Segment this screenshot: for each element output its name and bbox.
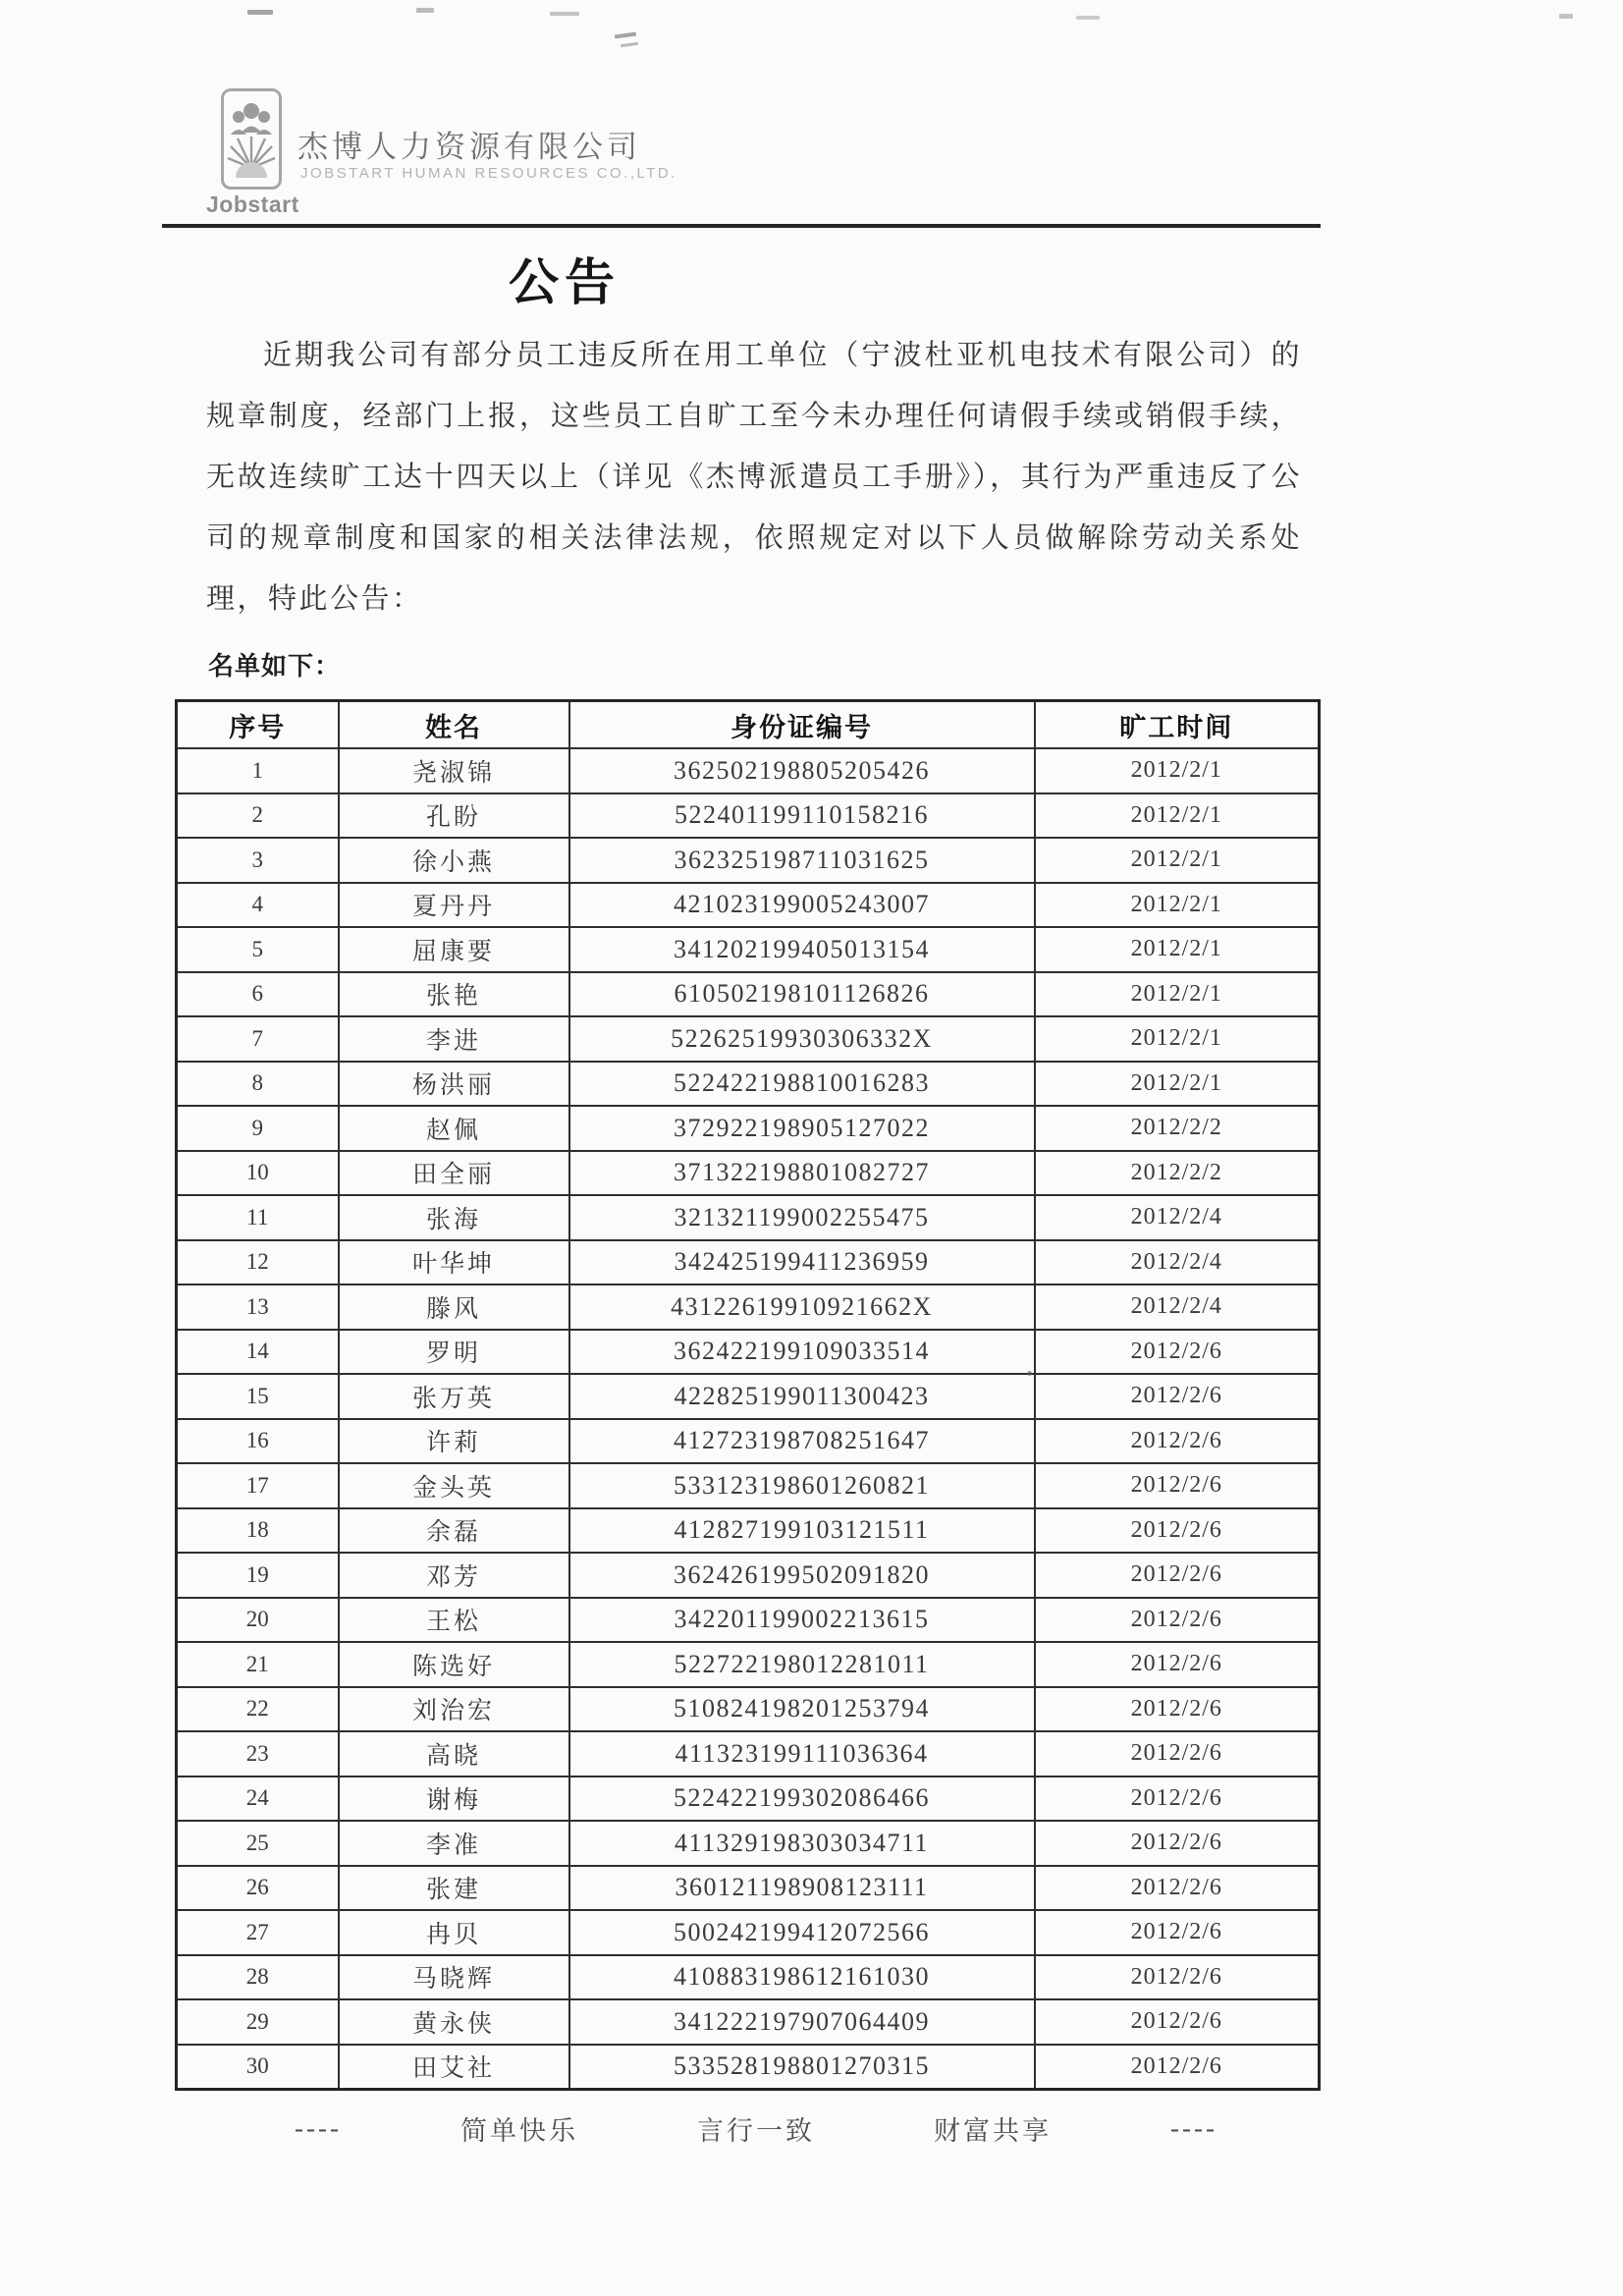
roster-row — [177, 1598, 1320, 1643]
cell-absence-date: 2012/2/4 — [1035, 1195, 1320, 1240]
cell-id-number: 411329198303034711 — [569, 1821, 1035, 1866]
cell-absence-date: 2012/2/6 — [1035, 1508, 1320, 1554]
cell-index: 5 — [177, 927, 339, 972]
cell-index: 27 — [177, 1910, 339, 1955]
cell-absence-date: 2012/2/6 — [1035, 1598, 1320, 1643]
cell-absence-date: 2012/2/2 — [1035, 1106, 1320, 1151]
roster-row — [177, 972, 1320, 1017]
roster-row — [177, 1777, 1320, 1822]
cell-index: 10 — [177, 1151, 339, 1196]
cell-id-number: 341222197907064409 — [569, 1999, 1035, 2045]
roster-table-head — [177, 701, 1320, 749]
roster-column-header: 序号 — [177, 701, 339, 749]
cell-absence-date: 2012/2/6 — [1035, 1731, 1320, 1777]
roster-column-header: 旷工时间 — [1035, 701, 1320, 749]
scan-artifact — [615, 31, 636, 38]
cell-index: 9 — [177, 1106, 339, 1151]
cell-id-number: 342201199002213615 — [569, 1598, 1035, 1643]
cell-index: 7 — [177, 1016, 339, 1062]
cell-employee-name: 张建 — [339, 1866, 569, 1911]
roster-row — [177, 1106, 1320, 1151]
footer-slogan-item: 简单快乐 — [460, 2116, 578, 2146]
cell-employee-name: 谢梅 — [339, 1777, 569, 1822]
roster-row — [177, 1330, 1320, 1375]
roster-row — [177, 1731, 1320, 1777]
roster-row — [177, 1508, 1320, 1554]
cell-index: 26 — [177, 1866, 339, 1911]
roster-row — [177, 838, 1320, 883]
cell-id-number: 342425199411236959 — [569, 1240, 1035, 1285]
cell-id-number: 362426199502091820 — [569, 1553, 1035, 1598]
cell-employee-name: 杨洪丽 — [339, 1062, 569, 1107]
cell-absence-date: 2012/2/1 — [1035, 748, 1320, 793]
cell-absence-date: 2012/2/6 — [1035, 1821, 1320, 1866]
roster-row — [177, 1910, 1320, 1955]
cell-index: 18 — [177, 1508, 339, 1554]
cell-employee-name: 田艾社 — [339, 2045, 569, 2090]
roster-row — [177, 1553, 1320, 1598]
cell-id-number: 412827199103121511 — [569, 1508, 1035, 1554]
cell-index: 2 — [177, 793, 339, 839]
roster-column-header: 姓名 — [339, 701, 569, 749]
cell-index: 14 — [177, 1330, 339, 1375]
company-logo — [221, 88, 282, 190]
roster-row — [177, 1062, 1320, 1107]
cell-id-number: 362502198805205426 — [569, 748, 1035, 793]
cell-index: 19 — [177, 1553, 339, 1598]
cell-absence-date: 2012/2/6 — [1035, 1910, 1320, 1955]
cell-employee-name: 滕风 — [339, 1285, 569, 1330]
cell-absence-date: 2012/2/6 — [1035, 1553, 1320, 1598]
roster-row — [177, 1866, 1320, 1911]
announcement-body-text: 近期我公司有部分员工违反所在用工单位（宁波杜亚机电技术有限公司）的规章制度，经部门上报，这些员工自旷工至今未办理任何请假手续或销假手续，无故连续旷工达十四天以上（详见《杰博派遣员工手册》），其行为严重违反了公司的规章制度和国家的相关法律法规，依照规定对以下人员做解除劳动关系处理，特此公告： — [206, 340, 1302, 615]
footer-slogan-item: 言行一致 — [697, 2116, 815, 2146]
cell-employee-name: 赵佩 — [339, 1106, 569, 1151]
cell-id-number: 52262519930306332X — [569, 1016, 1035, 1062]
cell-absence-date: 2012/2/1 — [1035, 883, 1320, 928]
cell-id-number: 412723198708251647 — [569, 1419, 1035, 1464]
cell-id-number: 43122619910921662X — [569, 1285, 1035, 1330]
scan-artifact — [550, 12, 579, 16]
letterhead-divider — [162, 224, 1321, 228]
cell-id-number: 533123198601260821 — [569, 1463, 1035, 1508]
cell-absence-date: 2012/2/1 — [1035, 793, 1320, 839]
roster-row — [177, 793, 1320, 839]
cell-id-number: 500242199412072566 — [569, 1910, 1035, 1955]
cell-index: 6 — [177, 972, 339, 1017]
cell-employee-name: 张艳 — [339, 972, 569, 1017]
cell-index: 15 — [177, 1374, 339, 1419]
cell-employee-name: 李准 — [339, 1821, 569, 1866]
cell-employee-name: 陈选好 — [339, 1642, 569, 1687]
cell-employee-name: 余磊 — [339, 1508, 569, 1554]
cell-employee-name: 邓芳 — [339, 1553, 569, 1598]
logo-wordmark: Jobstart — [206, 191, 299, 217]
cell-id-number: 510824198201253794 — [569, 1687, 1035, 1732]
roster-header-row — [177, 701, 1320, 749]
cell-id-number: 371322198801082727 — [569, 1151, 1035, 1196]
cell-index: 11 — [177, 1195, 339, 1240]
cell-id-number: 411323199111036364 — [569, 1731, 1035, 1777]
footer-slogans — [295, 2109, 1217, 2148]
roster-row — [177, 1999, 1320, 2045]
cell-absence-date: 2012/2/6 — [1035, 1866, 1320, 1911]
roster-table — [175, 699, 1321, 2091]
cell-index: 20 — [177, 1598, 339, 1643]
roster-row — [177, 1463, 1320, 1508]
cell-index: 4 — [177, 883, 339, 928]
cell-absence-date: 2012/2/6 — [1035, 1463, 1320, 1508]
cell-index: 22 — [177, 1687, 339, 1732]
cell-id-number: 410883198612161030 — [569, 1955, 1035, 2000]
cell-index: 24 — [177, 1777, 339, 1822]
company-name-zh: 杰博人力资源有限公司 — [298, 130, 641, 164]
cell-index: 28 — [177, 1955, 339, 2000]
cell-employee-name: 叶华坤 — [339, 1240, 569, 1285]
roster-row — [177, 1821, 1320, 1866]
cell-absence-date: 2012/2/6 — [1035, 1955, 1320, 2000]
cell-absence-date: 2012/2/6 — [1035, 1419, 1320, 1464]
cell-absence-date: 2012/2/6 — [1035, 1777, 1320, 1822]
cell-id-number: 522422199302086466 — [569, 1777, 1035, 1822]
cell-absence-date: 2012/2/4 — [1035, 1240, 1320, 1285]
scan-artifact — [1027, 1371, 1032, 1376]
cell-id-number: 360121198908123111 — [569, 1866, 1035, 1911]
cell-employee-name: 罗明 — [339, 1330, 569, 1375]
cell-index: 8 — [177, 1062, 339, 1107]
cell-index: 23 — [177, 1731, 339, 1777]
roster-list-label: 名单如下： — [208, 651, 342, 681]
cell-id-number: 321321199002255475 — [569, 1195, 1035, 1240]
footer-slogan-item: ---- — [295, 2113, 342, 2143]
cell-index: 17 — [177, 1463, 339, 1508]
roster-row — [177, 1955, 1320, 2000]
cell-employee-name: 金头英 — [339, 1463, 569, 1508]
cell-id-number: 522422198810016283 — [569, 1062, 1035, 1107]
roster-row — [177, 883, 1320, 928]
cell-index: 21 — [177, 1642, 339, 1687]
cell-absence-date: 2012/2/1 — [1035, 1062, 1320, 1107]
cell-absence-date: 2012/2/6 — [1035, 2045, 1320, 2090]
scan-artifact — [1559, 14, 1573, 19]
cell-absence-date: 2012/2/1 — [1035, 1016, 1320, 1062]
roster-row — [177, 1419, 1320, 1464]
cell-employee-name: 冉贝 — [339, 1910, 569, 1955]
scan-artifact — [416, 8, 434, 13]
cell-index: 12 — [177, 1240, 339, 1285]
company-name-en: JOBSTART HUMAN RESOURCES CO.,LTD. — [300, 165, 677, 182]
roster-row — [177, 1016, 1320, 1062]
cell-id-number: 522722198012281011 — [569, 1642, 1035, 1687]
cell-id-number: 533528198801270315 — [569, 2045, 1035, 2090]
cell-employee-name: 张万英 — [339, 1374, 569, 1419]
cell-id-number: 422825199011300423 — [569, 1374, 1035, 1419]
jobstart-people-sunburst-icon — [226, 91, 277, 187]
cell-absence-date: 2012/2/6 — [1035, 1330, 1320, 1375]
cell-id-number: 421023199005243007 — [569, 883, 1035, 928]
cell-employee-name: 高晓 — [339, 1731, 569, 1777]
cell-employee-name: 尧淑锦 — [339, 748, 569, 793]
cell-employee-name: 孔盼 — [339, 793, 569, 839]
cell-employee-name: 屈康要 — [339, 927, 569, 972]
roster-row — [177, 1642, 1320, 1687]
cell-employee-name: 李进 — [339, 1016, 569, 1062]
roster-row — [177, 1374, 1320, 1419]
cell-absence-date: 2012/2/1 — [1035, 838, 1320, 883]
footer-slogan-item: 财富共享 — [934, 2116, 1053, 2146]
cell-employee-name: 刘治宏 — [339, 1687, 569, 1732]
cell-absence-date: 2012/2/6 — [1035, 1642, 1320, 1687]
cell-id-number: 362325198711031625 — [569, 838, 1035, 883]
roster-row — [177, 1687, 1320, 1732]
roster-row — [177, 1285, 1320, 1330]
cell-index: 16 — [177, 1419, 339, 1464]
cell-index: 1 — [177, 748, 339, 793]
cell-absence-date: 2012/2/6 — [1035, 1999, 1320, 2045]
cell-absence-date: 2012/2/6 — [1035, 1687, 1320, 1732]
cell-employee-name: 马晓辉 — [339, 1955, 569, 2000]
cell-id-number: 372922198905127022 — [569, 1106, 1035, 1151]
cell-index: 29 — [177, 1999, 339, 2045]
cell-id-number: 522401199110158216 — [569, 793, 1035, 839]
footer-slogan-item: ---- — [1170, 2113, 1217, 2143]
cell-index: 25 — [177, 1821, 339, 1866]
scan-artifact — [247, 10, 273, 15]
cell-id-number: 341202199405013154 — [569, 927, 1035, 972]
cell-id-number: 610502198101126826 — [569, 972, 1035, 1017]
cell-index: 30 — [177, 2045, 339, 2090]
roster-row — [177, 1240, 1320, 1285]
cell-id-number: 362422199109033514 — [569, 1330, 1035, 1375]
cell-absence-date: 2012/2/1 — [1035, 972, 1320, 1017]
roster-row — [177, 927, 1320, 972]
cell-employee-name: 黄永侠 — [339, 1999, 569, 2045]
roster-row — [177, 1151, 1320, 1196]
roster-row — [177, 748, 1320, 793]
roster-table-body — [177, 748, 1320, 2090]
cell-employee-name: 田全丽 — [339, 1151, 569, 1196]
cell-index: 3 — [177, 838, 339, 883]
cell-absence-date: 2012/2/4 — [1035, 1285, 1320, 1330]
cell-index: 13 — [177, 1285, 339, 1330]
cell-employee-name: 王松 — [339, 1598, 569, 1643]
cell-employee-name: 夏丹丹 — [339, 883, 569, 928]
cell-absence-date: 2012/2/2 — [1035, 1151, 1320, 1196]
cell-absence-date: 2012/2/6 — [1035, 1374, 1320, 1419]
roster-row — [177, 1195, 1320, 1240]
scan-artifact — [621, 42, 638, 47]
cell-employee-name: 张海 — [339, 1195, 569, 1240]
roster-row — [177, 2045, 1320, 2090]
document-title: 公告 — [509, 256, 622, 311]
cell-employee-name: 徐小燕 — [339, 838, 569, 883]
roster-column-header: 身份证编号 — [569, 701, 1035, 749]
cell-employee-name: 许莉 — [339, 1419, 569, 1464]
cell-absence-date: 2012/2/1 — [1035, 927, 1320, 972]
scan-artifact — [1076, 16, 1100, 20]
